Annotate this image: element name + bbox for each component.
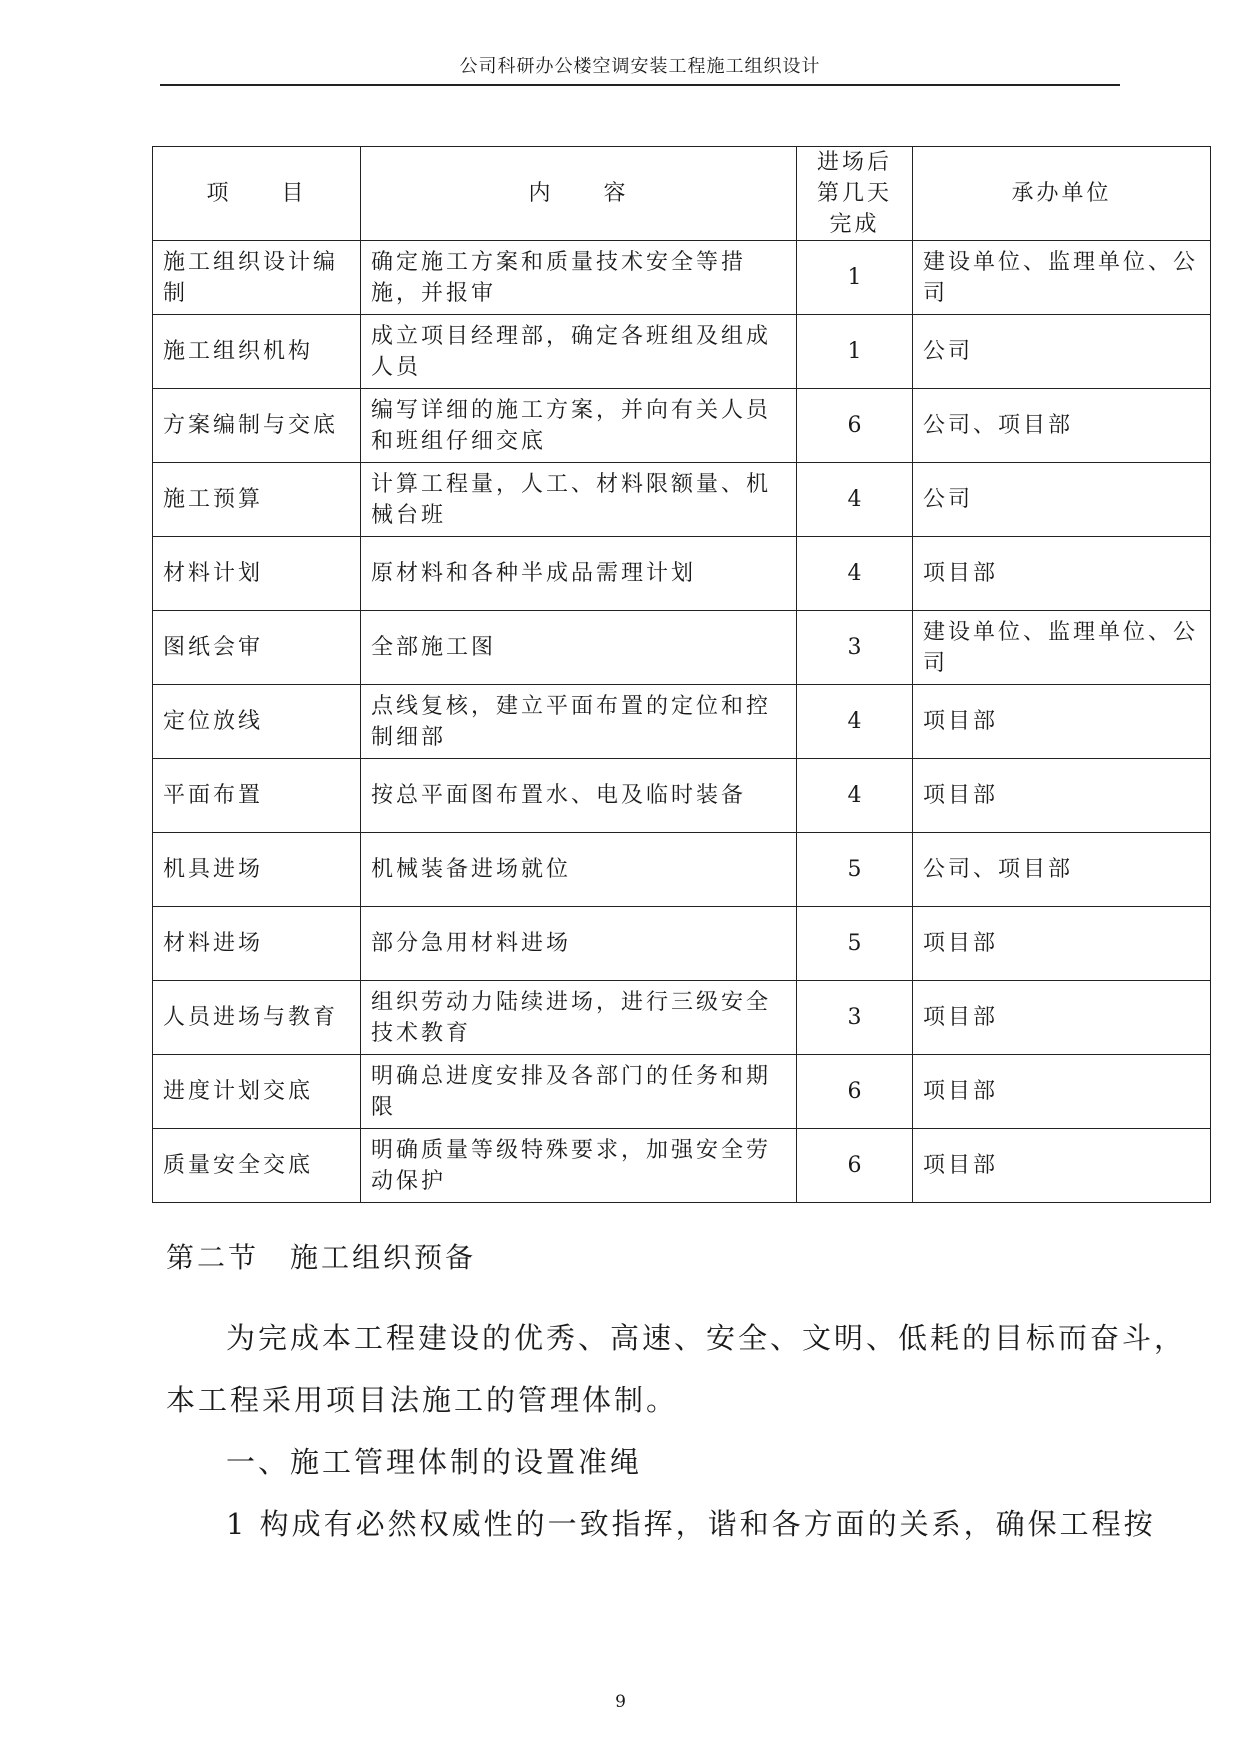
cell-item: 定位放线 [153,685,361,759]
cell-content: 确定施工方案和质量技术安全等措施，并报审 [361,241,797,315]
cell-item: 质量安全交底 [153,1129,361,1203]
header-days-line: 第几天 [816,181,892,206]
body-paragraph: 本工程采用项目法施工的管理体制。 [166,1383,679,1417]
table-row [153,463,1211,537]
cell-unit: 公司 [913,463,1211,537]
cell-content: 编写详细的施工方案，并向有关人员和班组仔细交底 [361,389,797,463]
cell-unit: 公司、项目部 [913,389,1211,463]
cell-content: 部分急用材料进场 [361,907,797,981]
document-header: 公司科研办公楼空调安装工程施工组织设计 [459,56,821,77]
cell-unit: 项目部 [913,759,1211,833]
cell-item: 材料计划 [153,537,361,611]
cell-item: 进度计划交底 [153,1055,361,1129]
cell-content: 全部施工图 [361,611,797,685]
table-row [153,241,1211,315]
table-row [153,611,1211,685]
header-days [797,147,913,241]
cell-days: 6 [797,1129,913,1203]
cell-item: 图纸会审 [153,611,361,685]
body-paragraph: 1 构成有必然权威性的一致指挥，谐和各方面的关系，确保工程按 [226,1507,1156,1541]
header-responsible: 承办单位 [913,147,1211,241]
body-paragraph: 为完成本工程建设的优秀、高速、安全、文明、低耗的目标而奋斗， [226,1321,1187,1355]
cell-unit: 项目部 [913,537,1211,611]
cell-unit: 项目部 [913,1129,1211,1203]
cell-item: 施工组织机构 [153,315,361,389]
header-days-line: 完成 [829,212,880,237]
cell-content: 点线复核，建立平面布置的定位和控制细部 [361,685,797,759]
cell-unit: 建设单位、监理单位、公司 [913,611,1211,685]
table-row [153,1055,1211,1129]
cell-days: 1 [797,315,913,389]
cell-content: 原材料和各种半成品需理计划 [361,537,797,611]
cell-days: 4 [797,759,913,833]
cell-item: 材料进场 [153,907,361,981]
cell-unit: 公司、项目部 [913,833,1211,907]
table-row [153,833,1211,907]
table-row [153,907,1211,981]
cell-content: 明确总进度安排及各部门的任务和期限 [361,1055,797,1129]
cell-item: 人员进场与教育 [153,981,361,1055]
cell-days: 4 [797,537,913,611]
cell-days: 6 [797,389,913,463]
table-header-row [153,147,1211,241]
table-row [153,1129,1211,1203]
table-row [153,537,1211,611]
cell-content: 成立项目经理部，确定各班组及组成人员 [361,315,797,389]
subheading: 一、施工管理体制的设置准绳 [226,1445,643,1479]
cell-unit: 公司 [913,315,1211,389]
cell-content: 明确质量等级特殊要求，加强安全劳动保护 [361,1129,797,1203]
table-row [153,981,1211,1055]
header-item: 项 目 [153,147,361,241]
page-number: 9 [615,1692,626,1712]
cell-days: 3 [797,611,913,685]
cell-content: 组织劳动力陆续进场，进行三级安全技术教育 [361,981,797,1055]
cell-content: 机械装备进场就位 [361,833,797,907]
table-row [153,759,1211,833]
schedule-table [152,146,1211,1203]
cell-days: 6 [797,1055,913,1129]
table-row [153,315,1211,389]
cell-days: 4 [797,463,913,537]
header-content: 内 容 [361,147,797,241]
cell-days: 3 [797,981,913,1055]
cell-days: 4 [797,685,913,759]
cell-unit: 项目部 [913,907,1211,981]
cell-unit: 项目部 [913,981,1211,1055]
cell-item: 方案编制与交底 [153,389,361,463]
cell-unit: 项目部 [913,1055,1211,1129]
cell-unit: 项目部 [913,685,1211,759]
table-row [153,389,1211,463]
cell-days: 5 [797,907,913,981]
cell-days: 1 [797,241,913,315]
cell-content: 按总平面图布置水、电及临时装备 [361,759,797,833]
cell-item: 平面布置 [153,759,361,833]
cell-item: 施工组织设计编制 [153,241,361,315]
table-row [153,685,1211,759]
section-heading: 第二节 施工组织预备 [166,1241,477,1274]
cell-content: 计算工程量，人工、材料限额量、机械台班 [361,463,797,537]
cell-item: 机具进场 [153,833,361,907]
cell-days: 5 [797,833,913,907]
cell-item: 施工预算 [153,463,361,537]
cell-unit: 建设单位、监理单位、公司 [913,241,1211,315]
header-rule [160,84,1120,86]
header-days-line: 进场后 [816,150,892,175]
